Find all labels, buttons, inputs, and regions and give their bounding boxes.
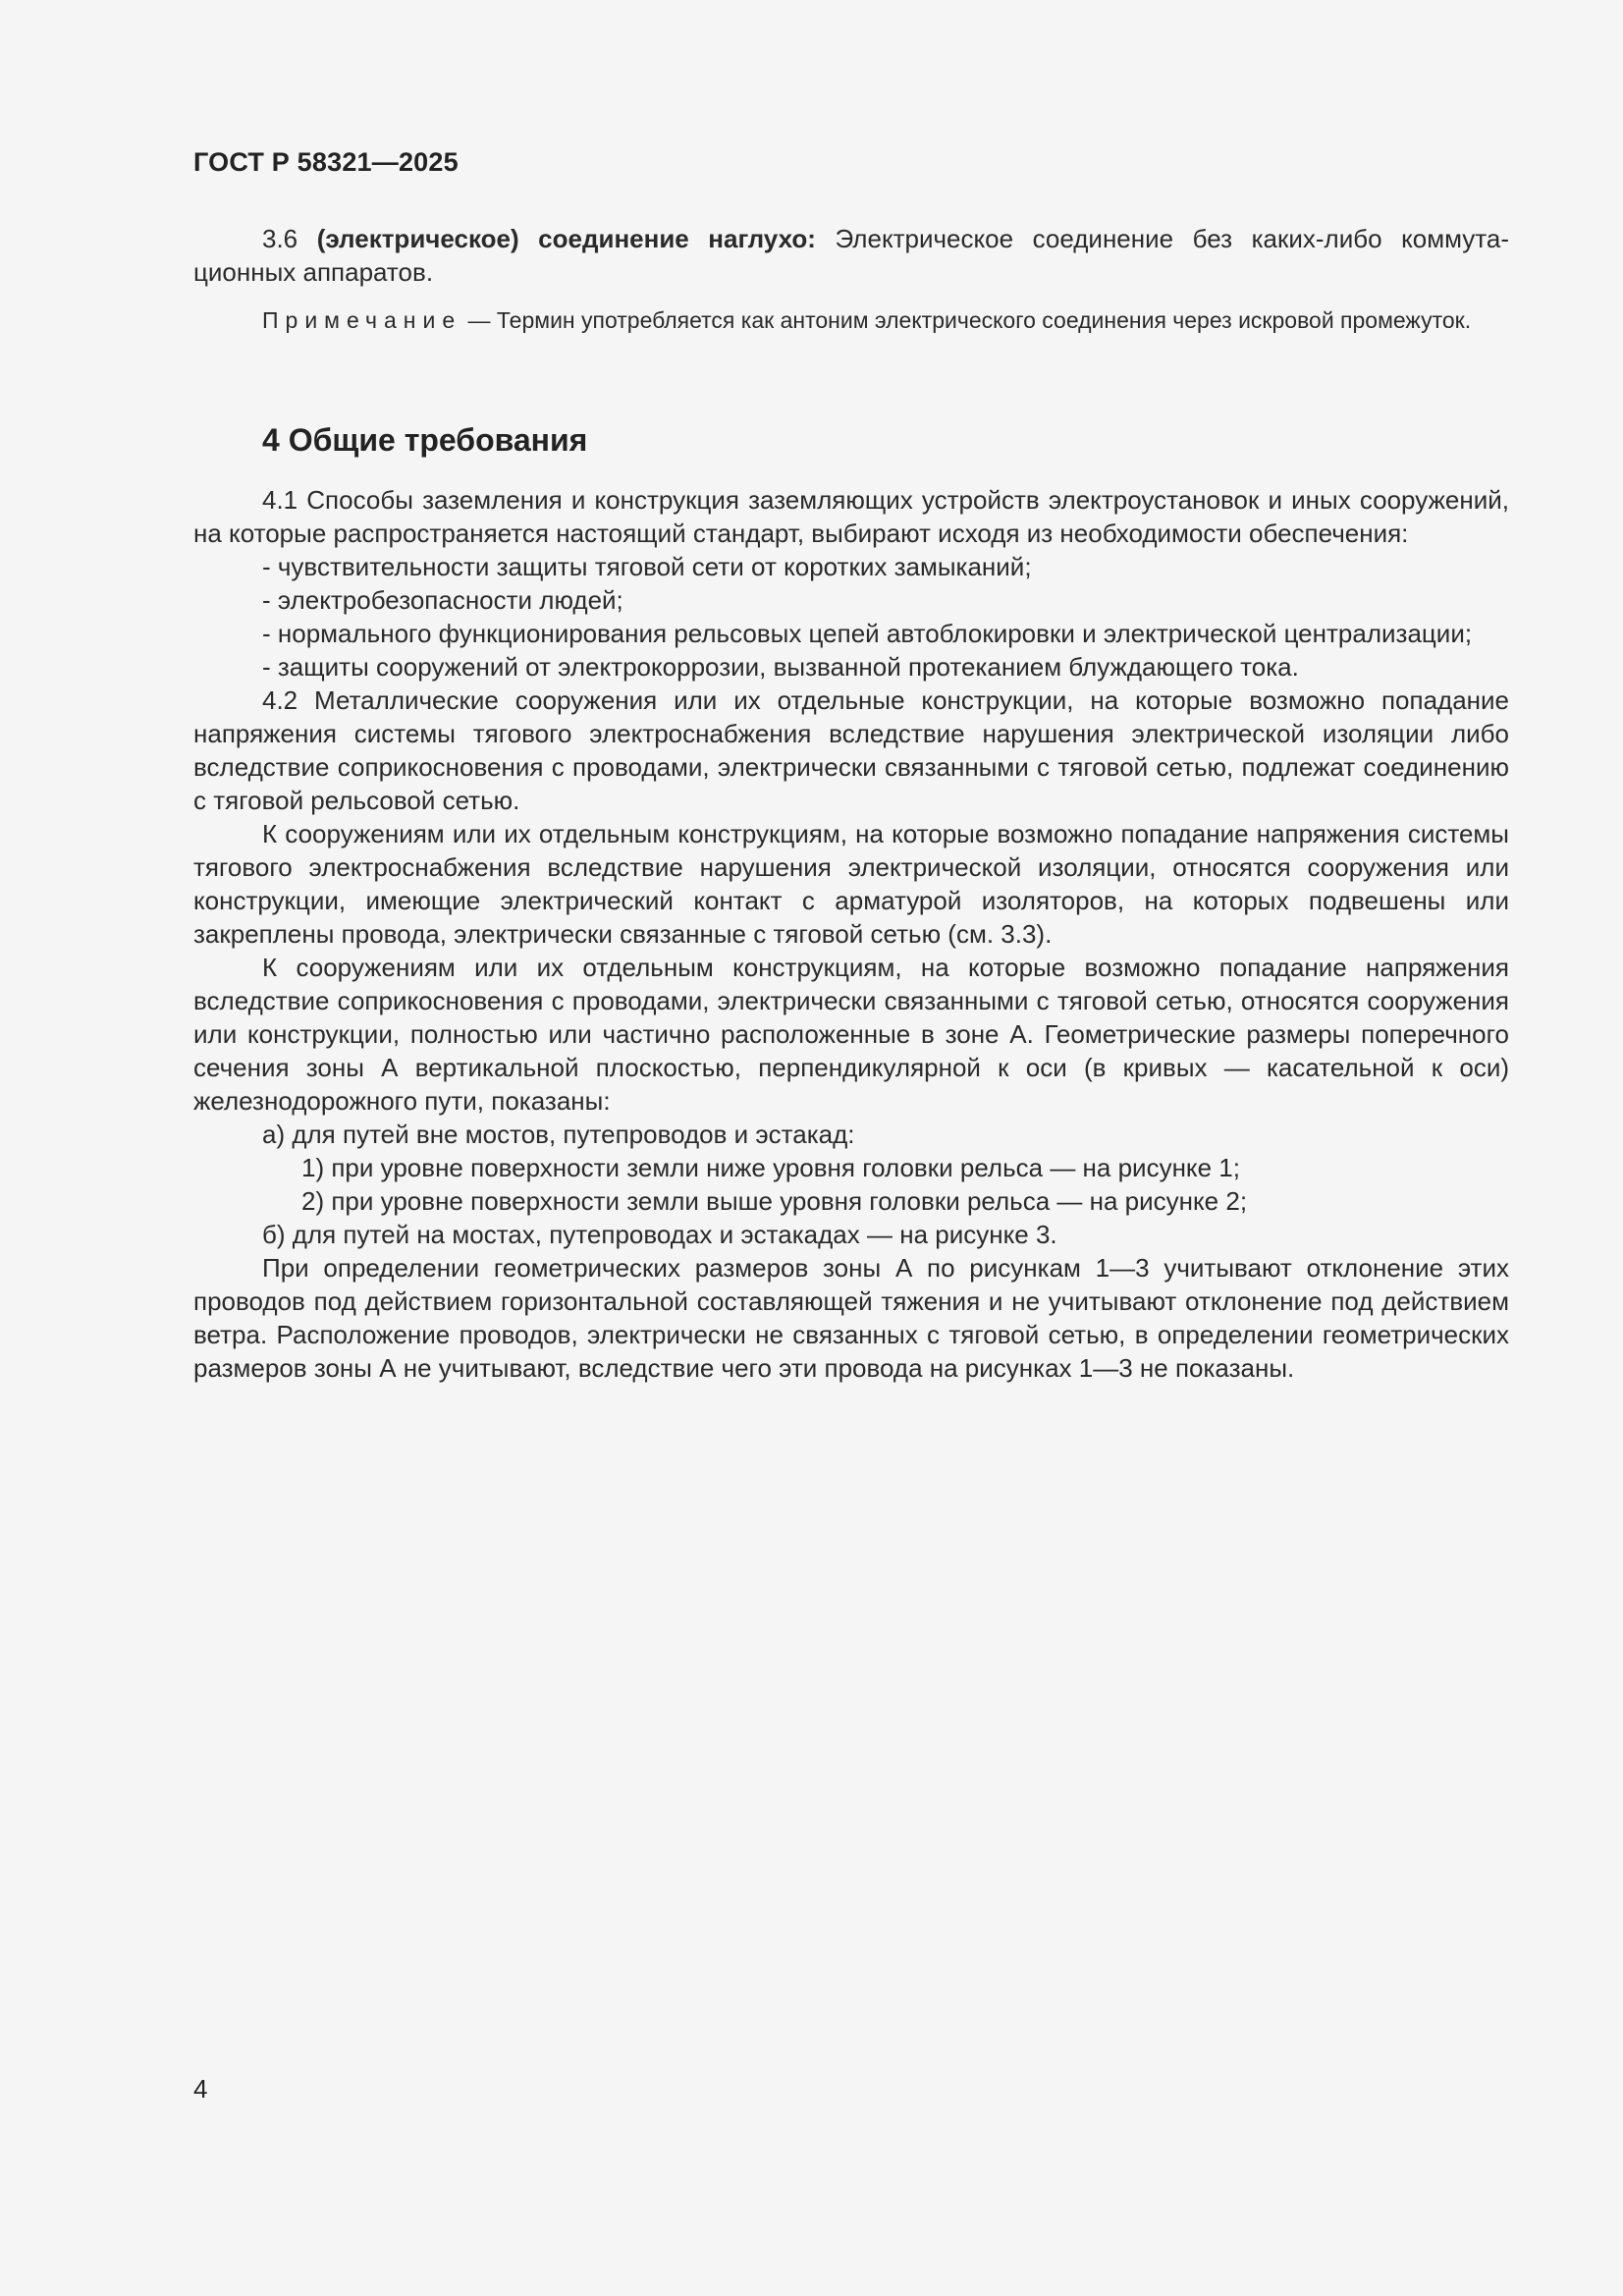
note-dash: — (467, 307, 491, 333)
note-text: Термин употребляется как антоним электрического соединения через искровой промежуток. (496, 307, 1472, 333)
list-item: - защиты сооружений от электрокоррозии, вызванной протеканием блуждающего тока. (262, 652, 1299, 682)
paragraph-4-2: 4.2 Металлические сооружения или их отдельные конструкции, на которые возможно попадание напряжения системы тягового электроснабжения вследствие нарушения электрической изоляции либо вследствие соприкосновения с проводами, электрически связанными с тяговой сетью, подлежат соединению с тяговой рельсовой сетью. (193, 685, 1509, 815)
document-header: ГОСТ Р 58321—2025 (193, 147, 459, 177)
list-item-a: а) для путей вне мостов, путепроводов и эстакад: (262, 1120, 855, 1149)
clause-term: (электрическое) соединение наглухо: (316, 224, 816, 253)
clause-3-6 (193, 222, 1509, 289)
note-label: Примечание (262, 307, 462, 333)
list-subitem-2: 2) при уровне поверхности земли выше уровня головки рельса — на рисунке 2; (301, 1186, 1248, 1216)
section-4-body (193, 483, 1509, 1385)
page-number: 4 (193, 2074, 208, 2104)
clause-number: 3.6 (262, 224, 298, 253)
paragraph-4-2-c: К сооружениям или их отдельным конструкциям, на которые возможно попадание напряжения вследствие соприкосновения с проводами, электрически связанными с тяговой сетью, относятся сооружения или конструкции, полностью или частично расположенные в зоне А. Геометрические размеры поперечного сечения зоны А вертикальной плоскостью, перпендикулярной к оси (в кривых — касательной к оси) железнодорожного пути, показаны: (193, 953, 1509, 1116)
list-subitem-1: 1) при уровне поверхности земли ниже уровня головки рельса — на рисунке 1; (301, 1153, 1240, 1182)
list-item: - электробезопасности людей; (262, 585, 623, 615)
clause-note (193, 305, 1509, 336)
paragraph-4-1: 4.1 Способы заземления и конструкция заземляющих устройств электроустановок и иных сооружений, на которые распространяется настоящий стандарт, выбирают исходя из необходимости обеспечения: (193, 485, 1509, 548)
clause-definition: Электрическое соединение без каких-либо коммута-ционных аппаратов. (193, 224, 1509, 287)
section-title: 4 Общие требования (262, 422, 588, 458)
list-item: - нормального функционирования рельсовых цепей автоблокировки и электрической централизации; (262, 619, 1473, 648)
list-item: - чувствительности защиты тяговой сети от коротких замыканий; (262, 552, 1032, 581)
list-item-b: б) для путей на мостах, путепроводах и эстакадах — на рисунке 3. (262, 1220, 1057, 1249)
paragraph-last: При определении геометрических размеров зоны А по рисункам 1—3 учитывают отклонение этих проводов под действием горизонтальной составляющей тяжения и не учитывают отклонение под действием ветра. Расположение проводов, электрически не связанных с тяговой сетью, в определении геометрических размеров зоны А не учитывают, вследствие чего эти провода на рисунках 1—3 не показаны. (193, 1253, 1509, 1383)
paragraph-4-2-b: К сооружениям или их отдельным конструкциям, на которые возможно попадание напряжения системы тягового электроснабжения вследствие нарушения электрической изоляции, относятся сооружения или конструкции, имеющие электрический контакт с арматурой изоляторов, на которых подвешены или закреплены провода, электрически связанные с тяговой сетью (см. 3.3). (193, 819, 1509, 949)
